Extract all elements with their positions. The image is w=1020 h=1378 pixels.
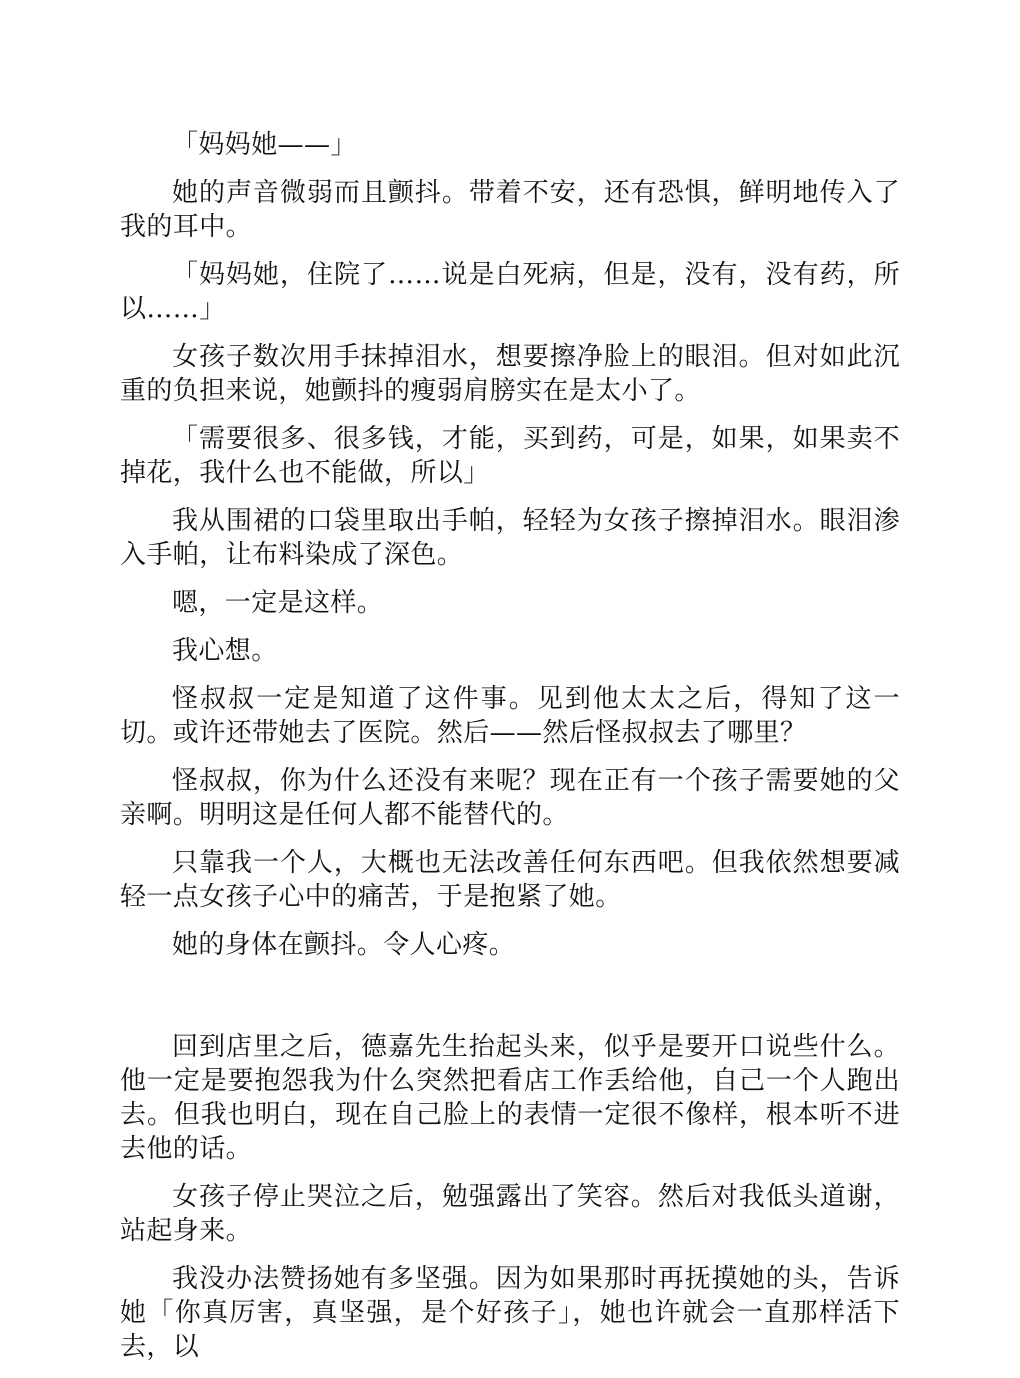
paragraph: 我心想。: [172, 636, 278, 666]
paragraph: 嗯，一定是这样。: [172, 588, 384, 618]
paragraph: 怪叔叔一定是知道了这件事。见到他太太之后，得知了这一切。或许还带她去了医院。然后——然后怪叔叔去了哪里？: [120, 684, 900, 748]
paragraph: 「需要很多、很多钱，才能，买到药，可是，如果，如果卖不掉花，我什么也不能做，所以」: [120, 424, 900, 488]
paragraph: 「妈妈她——」: [172, 130, 357, 160]
paragraph: 怪叔叔，你为什么还没有来呢？现在正有一个孩子需要她的父亲啊。明明这是任何人都不能替代的。: [120, 766, 900, 830]
paragraph: 女孩子停止哭泣之后，勉强露出了笑容。然后对我低头道谢，站起身来。: [120, 1182, 900, 1246]
paragraph: 女孩子数次用手抹掉泪水，想要擦净脸上的眼泪。但对如此沉重的负担来说，她颤抖的瘦弱肩膀实在是太小了。: [120, 342, 900, 406]
paragraph: 我从围裙的口袋里取出手帕，轻轻为女孩子擦掉泪水。眼泪渗入手帕，让布料染成了深色。: [120, 506, 900, 570]
paragraph: 她的声音微弱而且颤抖。带着不安，还有恐惧，鲜明地传入了我的耳中。: [120, 178, 900, 242]
paragraph: 我没办法赞扬她有多坚强。因为如果那时再抚摸她的头，告诉她「你真厉害，真坚强，是个好孩子」，她也许就会一直那样活下去，以: [120, 1264, 900, 1362]
paragraph: 她的身体在颤抖。令人心疼。: [172, 930, 516, 960]
paragraph: 回到店里之后，德嘉先生抬起头来，似乎是要开口说些什么。他一定是要抱怨我为什么突然把看店工作丢给他，自己一个人跑出去。但我也明白，现在自己脸上的表情一定很不像样，根本听不进去他的话。: [120, 1032, 900, 1164]
section-break: [120, 976, 900, 1030]
paragraph: 只靠我一个人，大概也无法改善任何东西吧。但我依然想要减轻一点女孩子心中的痛苦，于是抱紧了她。: [120, 848, 900, 912]
paragraph: 「妈妈她，住院了……说是白死病，但是，没有，没有药，所以……」: [120, 260, 900, 324]
document-page: [120, 128, 900, 1378]
